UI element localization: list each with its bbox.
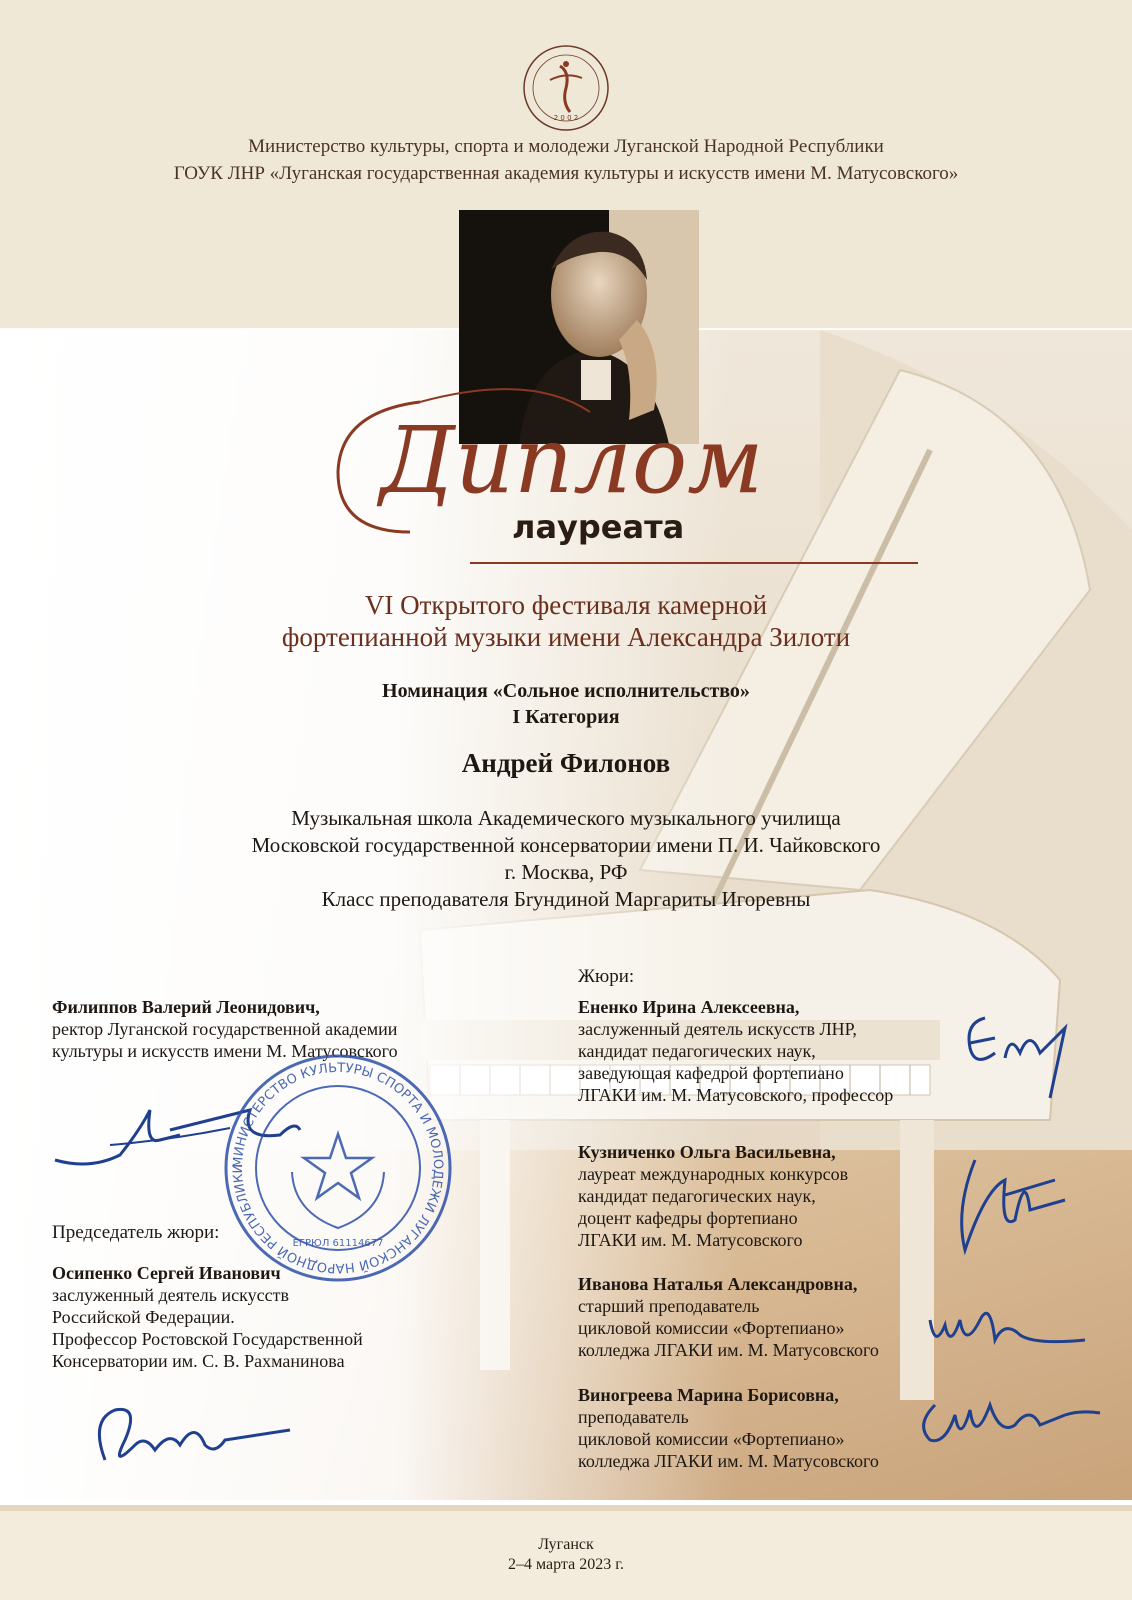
jury-member-3-line: цикловой комиссии «Фортепиано»	[578, 1318, 845, 1338]
chair-title-3: Профессор Ростовской Государственной	[52, 1329, 363, 1349]
footer-date: 2–4 марта 2023 г.	[508, 1556, 624, 1573]
jury-member-1-line: заведующая кафедрой фортепиано	[578, 1063, 844, 1083]
jury-member-1-line: ЛГАКИ им. М. Матусовского, профессор	[578, 1085, 894, 1105]
jury-member-2-name: Кузниченко Ольга Васильевна,	[578, 1142, 836, 1162]
chair-block	[52, 1262, 363, 1372]
jury-heading: Жюри:	[578, 966, 635, 987]
chair-title-4: Консерватории им. С. В. Рахманинова	[52, 1351, 345, 1371]
jury-member-1-name: Ененко Ирина Алексеевна,	[578, 997, 800, 1017]
jury-member-4	[578, 1384, 879, 1472]
ministry-name: Министерство культуры, спорта и молодежи Луганской Народной Республики	[248, 136, 884, 157]
chair-title-2: Российской Федерации.	[52, 1307, 235, 1327]
title-divider	[470, 562, 918, 564]
jury-member-4-line: колледжа ЛГАКИ им. М. Матусовского	[578, 1451, 879, 1471]
festival-line-2: фортепианной музыки имени Александра Зилоти	[281, 622, 851, 652]
rector-name: Филиппов Валерий Леонидович,	[52, 997, 320, 1017]
diploma-title: Диплом	[380, 407, 764, 514]
jury-member-4-line: преподаватель	[578, 1407, 689, 1427]
jury-member-1-line: кандидат педагогических наук,	[578, 1041, 816, 1061]
rector-title-2: культуры и искусств имени М. Матусовского	[52, 1041, 398, 1061]
jury-member-2-line: ЛГАКИ им. М. Матусовского	[578, 1230, 803, 1250]
official-seal	[222, 1052, 454, 1284]
academy-logo	[520, 42, 612, 134]
jury-member-2-line: лауреат международных конкурсов	[578, 1164, 849, 1184]
jury-signature-1	[955, 998, 1085, 1108]
jury-member-3-line: старший преподаватель	[578, 1296, 760, 1316]
jury-member-2	[578, 1141, 848, 1251]
jury-member-3-line: колледжа ЛГАКИ им. М. Матусовского	[578, 1340, 879, 1360]
jury-member-3-name: Иванова Наталья Александровна,	[578, 1274, 858, 1294]
chair-title-1: заслуженный деятель искусств	[52, 1285, 289, 1305]
festival-line-1: VI Открытого фестиваля камерной	[364, 590, 768, 620]
footer-divider	[0, 1505, 1132, 1511]
jury-signature-4	[915, 1385, 1105, 1455]
city: г. Москва, РФ	[504, 860, 628, 884]
chair-name: Осипенко Сергей Иванович	[52, 1263, 281, 1283]
rector-title-1: ректор Луганской государственной академии	[52, 1019, 398, 1039]
seal-code: ЕГРЮЛ 61114677	[292, 1238, 384, 1249]
jury-member-3	[578, 1273, 879, 1361]
svg-text:2 0 0 2: 2 0 0 2	[553, 114, 579, 122]
chair-heading: Председатель жюри:	[52, 1222, 220, 1243]
academy-name: ГОУК ЛНР «Луганская государственная академия культуры и искусств имени М. Матусовского»	[173, 163, 959, 184]
laureate-name: Андрей Филонов	[461, 748, 671, 778]
footer-city: Луганск	[538, 1536, 594, 1553]
diploma-subtitle: лауреата	[512, 508, 685, 546]
jury-member-4-line: цикловой комиссии «Фортепиано»	[578, 1429, 845, 1449]
jury-signature-3	[925, 1290, 1095, 1370]
school-line-1: Музыкальная школа Академического музыкального училища	[291, 806, 841, 830]
seal-text: МИНИСТЕРСТВО КУЛЬТУРЫ СПОРТА И МОЛОДЕЖИ ЛУГАНСКОЙ НАРОДНОЙ РЕСПУБЛИКИ	[230, 1060, 446, 1276]
jury-member-1	[578, 996, 893, 1106]
jury-member-1-line: заслуженный деятель искусств ЛНР,	[578, 1019, 857, 1039]
category: I Категория	[512, 706, 620, 728]
nomination: Номинация «Сольное исполнительство»	[382, 680, 750, 702]
chair-signature	[85, 1400, 295, 1480]
jury-member-2-line: доцент кафедры фортепиано	[578, 1208, 798, 1228]
teacher: Класс преподавателя Бryндиной Маргариты Игоревны	[321, 887, 811, 911]
jury-signature-2	[945, 1150, 1075, 1265]
school-line-2: Московской государственной консерватории имени П. И. Чайковского	[251, 833, 881, 857]
jury-member-2-line: кандидат педагогических наук,	[578, 1186, 816, 1206]
jury-member-4-name: Виногреева Марина Борисовна,	[578, 1385, 839, 1405]
